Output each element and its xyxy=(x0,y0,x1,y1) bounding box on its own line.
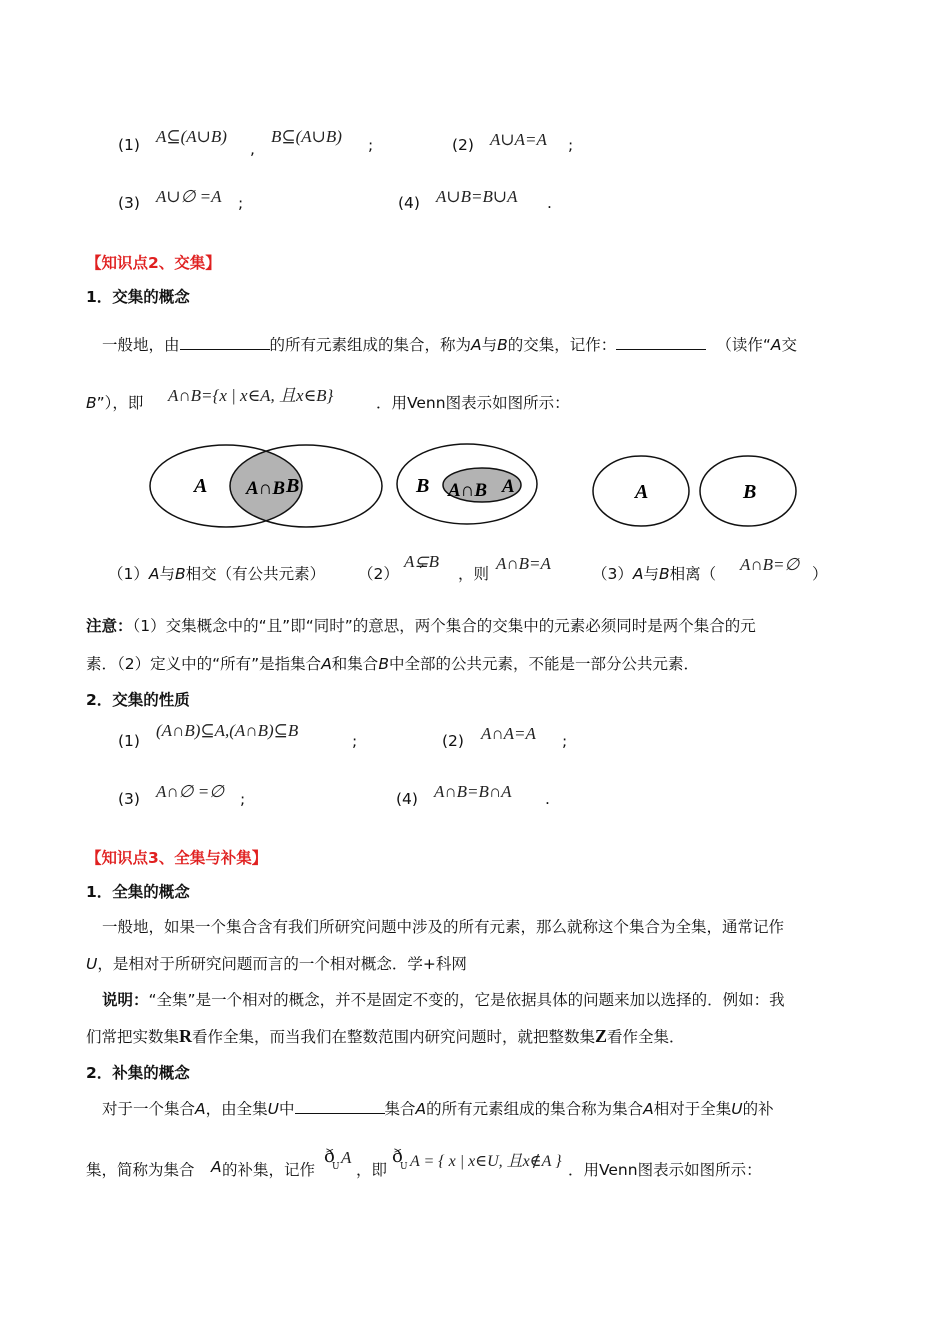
inter-prop-3-num: (3) xyxy=(118,790,140,808)
intersection-venn-diagrams xyxy=(140,440,810,540)
kp2-definition-line1: 一般地，由 的所有元素组成的集合，称为A与B的交集，记作： （读作“A交 xyxy=(102,333,797,355)
inter-prop-2-num: (2) xyxy=(442,732,464,750)
kp3-complement-def-line1: 对于一个集合A，由全集U中 集合A的所有元素组成的集合称为集合A相对于全集U的补 xyxy=(102,1097,774,1119)
kp2-definition-line2: B”），即 xyxy=(86,394,144,412)
union-prop-2-num: (2) xyxy=(452,136,474,154)
kp3-complement-def-line2b: 的补集，记作 xyxy=(222,1161,316,1179)
venn-caption-2-num: （2） xyxy=(358,565,399,583)
kp3-section2-title: 2．补集的概念 xyxy=(86,1064,190,1082)
inter-prop-1-end: ; xyxy=(352,732,358,750)
integers-symbol: Z xyxy=(595,1026,608,1046)
kp3-complement-def-line2c: ，即 xyxy=(356,1161,388,1179)
venn1-label-a: A xyxy=(194,475,208,497)
kp3-universal-def-line2: U，是相对于所研究问题而言的一个相对概念．学+科网 xyxy=(86,955,467,973)
inter-prop-2: A∩A=A xyxy=(481,724,536,743)
kp3-title: 【知识点3、全集与补集】 xyxy=(86,849,268,867)
kp3-complement-def-line2a: 集，简称为集合 xyxy=(86,1161,195,1179)
venn-intersecting xyxy=(150,445,382,527)
complement-notation-a: A xyxy=(341,1148,352,1167)
inter-prop-4-end: . xyxy=(545,790,550,808)
kp2-title: 【知识点2、交集】 xyxy=(86,254,221,272)
venn-subset xyxy=(397,444,537,524)
kp3-complement-def-line2-A: A xyxy=(211,1158,222,1176)
union-prop-3-num: (3) xyxy=(118,194,140,212)
union-prop-2: A∪A=A xyxy=(490,130,547,149)
complement-symbol-2: ð xyxy=(392,1146,403,1167)
kp3-explanation-line2: 们常把实数集R看作全集，而当我们在整数范围内研究问题时，就把整数集Z看作全集． xyxy=(86,1026,685,1046)
venn1-label-intersection: A∩B xyxy=(246,478,286,499)
blank-intersection-notation[interactable] xyxy=(616,334,706,351)
union-prop-4: A∪B=B∪A xyxy=(436,187,518,206)
inter-prop-3-end: ; xyxy=(240,790,246,808)
inter-prop-4: A∩B=B∩A xyxy=(434,782,512,801)
venn2-label-a: A xyxy=(502,476,515,497)
complement-symbol: ð xyxy=(324,1146,335,1167)
venn2-label-b: B xyxy=(416,475,430,497)
venn-disjoint xyxy=(593,456,796,526)
union-prop-2-end: ; xyxy=(568,136,574,154)
venn-caption-3-formula: A∩B=∅ xyxy=(740,555,800,574)
union-prop-3-end: ; xyxy=(238,194,244,212)
venn-caption-2-result: A∩B=A xyxy=(496,554,551,573)
kp2-note-line2: 素．（2）定义中的“所有”是指集合A和集合B中全部的公共元素，不能是一部分公共元素． xyxy=(86,655,699,673)
union-prop-4-num: (4) xyxy=(398,194,420,212)
union-prop-1-sep: , xyxy=(250,140,255,158)
inter-prop-1-num: (1) xyxy=(118,732,140,750)
kp3-explanation-line1: 说明：“全集”是一个相对的概念，并不是固定不变的，它是依据具体的问题来加以选择的．例如：我 xyxy=(102,991,785,1009)
kp2-section1-title: 1．交集的概念 xyxy=(86,288,190,306)
venn-caption-2-then: ，则 xyxy=(458,565,490,583)
kp2-venn-intro: ．用Venn图表示如图所示： xyxy=(376,394,570,412)
inter-prop-3: A∩∅ =∅ xyxy=(156,782,224,801)
kp2-note-line1: 注意：（1）交集概念中的“且”即“同时”的意思，两个集合的交集中的元素必须同时是两个集合的元 xyxy=(86,617,756,635)
complement-subscript-2: U xyxy=(400,1162,408,1172)
union-prop-1b: B⊆(A∪B) xyxy=(271,127,342,146)
kp3-section1-title: 1．全集的概念 xyxy=(86,883,190,901)
real-numbers-symbol: R xyxy=(179,1026,193,1046)
inter-prop-2-end: ; xyxy=(562,732,568,750)
venn1-label-b: B xyxy=(286,475,300,497)
venn-caption-3: （3）A与B相离（ xyxy=(592,565,717,583)
union-prop-1-end: ; xyxy=(368,136,374,154)
complement-set-builder: A = { x | x∈U, 且x∉A } xyxy=(410,1153,562,1170)
union-prop-4-end: . xyxy=(547,194,552,212)
venn3-label-b: B xyxy=(743,481,757,503)
union-prop-1a: A⊆(A∪B) xyxy=(156,127,227,146)
venn-caption-1: （1）A与B相交（有公共元素） xyxy=(108,565,326,583)
kp2-section2-title: 2．交集的性质 xyxy=(86,691,190,709)
complement-subscript: U xyxy=(332,1162,340,1172)
kp3-universal-def-line1: 一般地，如果一个集合含有我们所研究问题中涉及的所有元素，那么就称这个集合为全集，通常记作 xyxy=(102,918,785,936)
union-prop-1-num: (1) xyxy=(118,136,140,154)
venn3-label-a: A xyxy=(635,481,649,503)
venn2-label-intersection: A∩B xyxy=(448,480,488,501)
blank-intersection-condition[interactable] xyxy=(180,334,270,351)
blank-complement-condition[interactable] xyxy=(295,1098,385,1115)
venn-caption-2-subset: A⊊B xyxy=(404,552,440,571)
inter-prop-4-num: (4) xyxy=(396,790,418,808)
intersection-set-builder: A∩B={x | x∈A, 且x∈B} xyxy=(168,386,334,405)
union-prop-3: A∪∅ =A xyxy=(156,187,222,206)
inter-prop-1: (A∩B)⊆A,(A∩B)⊆B xyxy=(156,721,299,740)
venn-caption-3-close: ） xyxy=(812,565,828,583)
kp3-complement-venn-intro: ．用Venn图表示如图所示： xyxy=(568,1161,762,1179)
